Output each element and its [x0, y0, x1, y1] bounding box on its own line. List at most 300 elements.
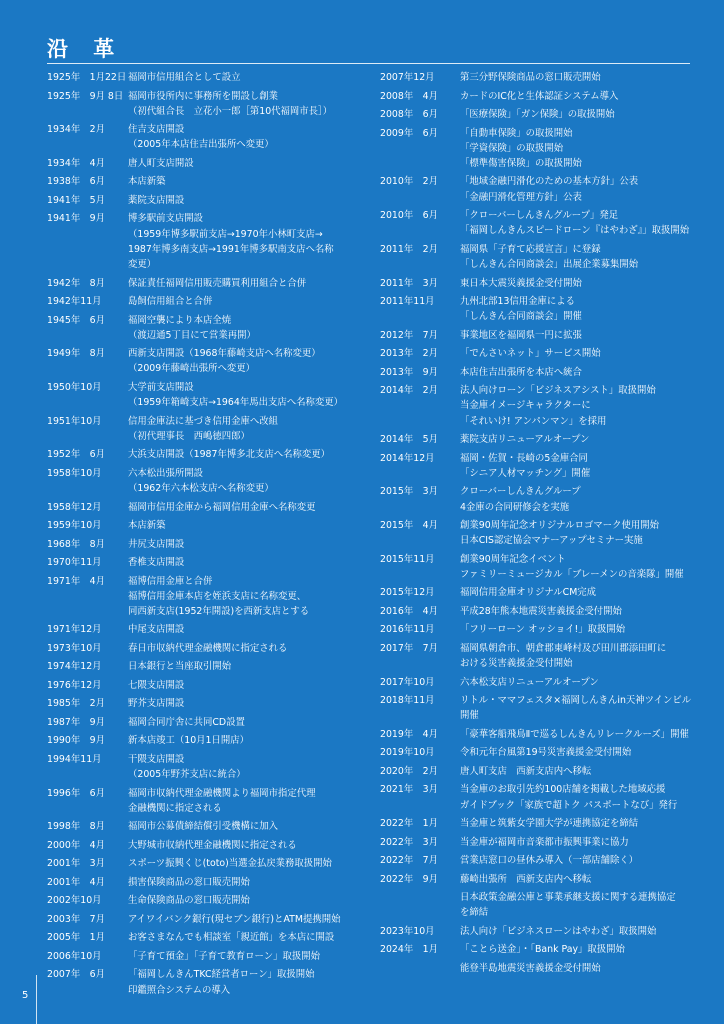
entry-line: 新本店竣工（10月1日開店） [128, 735, 250, 747]
history-entry [47, 466, 372, 496]
entry-description [460, 208, 695, 238]
entry-date: 1994年11月 [47, 753, 102, 765]
entry-line: 唐人町支店 西新支店内へ移転 [460, 765, 592, 777]
entry-line: 創業90周年記念オリジナルロゴマーク使用開始 [460, 520, 659, 532]
entry-description [460, 622, 695, 637]
history-entry [47, 752, 372, 782]
entry-date: 1941年 9月 [47, 213, 105, 225]
entry-date: 1974年12月 [47, 661, 102, 673]
history-entry [380, 484, 695, 514]
entry-line: 「学資保険」の取扱開始 [460, 142, 564, 154]
entry-line: 「標準傷害保険」の取扱開始 [460, 157, 582, 169]
entry-line: （渡辺通5丁目にて営業再開） [128, 329, 256, 341]
history-entry [380, 782, 695, 812]
entry-line: 「フリーローン オッショイ!」取扱開始 [460, 624, 626, 636]
history-entry [47, 875, 372, 890]
entry-description [460, 70, 695, 85]
entry-date: 2003年 7月 [47, 913, 105, 925]
history-entry [47, 500, 372, 515]
history-entry [47, 174, 372, 189]
entry-line: 信用金庫法に基づき信用金庫へ改組 [128, 415, 279, 427]
history-entry [380, 745, 695, 760]
entry-date: 1971年12月 [47, 624, 102, 636]
history-entry [47, 856, 372, 871]
entry-description [460, 552, 695, 582]
entry-description [128, 122, 372, 152]
entry-description [460, 727, 695, 742]
entry-line: 「しんきん合同商談会」出展企業募集開始 [460, 259, 639, 271]
entry-line: 野芥支店開設 [128, 698, 185, 710]
entry-description [460, 328, 695, 343]
entry-description [128, 574, 372, 620]
entry-date: 2019年10月 [380, 747, 435, 759]
entry-description [128, 838, 372, 853]
entry-description [128, 641, 372, 656]
entry-line: 藤崎出張所 西新支店内へ移転 [460, 873, 592, 885]
entry-date: 2013年 9月 [380, 366, 438, 378]
entry-description [460, 782, 695, 812]
entry-date: 1925年 1月22日 [47, 72, 127, 83]
entry-line: を締結 [460, 907, 489, 919]
entry-description [460, 346, 695, 361]
entry-line: （2005年野芥支店に統合） [128, 769, 246, 781]
entry-line: 1987年博多南支店→1991年博多駅南支店へ名称 [128, 243, 334, 255]
entry-line: 本店新築 [128, 520, 166, 532]
entry-date: 1968年 8月 [47, 538, 105, 550]
entry-line: ガイドブック「家族で超トク パスポートなび」発行 [460, 799, 678, 811]
history-entry [47, 122, 372, 152]
entry-date: 1941年 5月 [47, 194, 105, 206]
entry-line: 春日市収納代理金融機関に指定される [128, 642, 288, 654]
entry-description [128, 786, 372, 816]
history-entry [380, 328, 695, 343]
history-entry [380, 294, 695, 324]
history-column-left [47, 70, 372, 1001]
entry-description [128, 930, 372, 945]
entry-date: 1938年 6月 [47, 176, 105, 188]
entry-line: （初代理事長 西嶋徳四郎） [128, 430, 250, 442]
entry-description [128, 819, 372, 834]
entry-date: 1998年 8月 [47, 821, 105, 833]
entry-description [128, 346, 372, 376]
entry-date: 2014年 2月 [380, 385, 438, 397]
entry-date: 1934年 2月 [47, 124, 105, 136]
entry-date: 1958年10月 [47, 467, 102, 479]
entry-line: 日本CIS認定協会マナーアップセミナー実施 [460, 535, 643, 547]
page-title: 沿 革 [47, 37, 124, 61]
history-entry [380, 872, 695, 887]
entry-date: 1942年11月 [47, 296, 102, 308]
entry-line: カードのIC化と生体認証システム導入 [460, 90, 619, 102]
entry-line: 「金融円滑化管理方針」公表 [460, 191, 582, 203]
entry-description [128, 193, 372, 208]
entry-line: 「医療保険」「ガン保険」の取扱開始 [460, 109, 615, 120]
entry-line: お客さまなんでも相談室「親近館」を本店に開設 [128, 932, 335, 944]
entry-description [460, 585, 695, 600]
entry-date: 2010年 2月 [380, 176, 438, 188]
entry-description [460, 942, 695, 957]
entry-description [460, 383, 695, 429]
entry-date: 2015年 4月 [380, 520, 438, 532]
entry-date: 2022年 9月 [380, 873, 438, 885]
entry-date: 2015年11月 [380, 553, 435, 565]
history-entry [47, 819, 372, 834]
entry-line: 福博信用金庫本店を姪浜支店に名称変更、 [128, 590, 307, 602]
entry-line: 井尻支店開設 [128, 538, 185, 550]
entry-date: 2005年 1月 [47, 932, 105, 944]
entry-line: 能登半島地震災害義援金受付開始 [460, 962, 601, 974]
entry-description [128, 380, 372, 410]
history-entry [380, 208, 695, 238]
entry-line: 六本松出張所開設 [128, 467, 204, 479]
entry-line: 干隈支店開設 [128, 753, 185, 765]
history-entry [380, 346, 695, 361]
history-entry [380, 641, 695, 671]
entry-date: 2019年 4月 [380, 728, 438, 740]
entry-date: 2017年 7月 [380, 642, 438, 654]
entry-date: 1934年 4月 [47, 157, 105, 169]
entry-line: 本店新築 [128, 176, 166, 188]
history-entry [380, 924, 695, 939]
entry-line: 変更） [128, 259, 157, 271]
entry-line: 生命保険商品の窓口販売開始 [128, 895, 250, 907]
entry-line: 大学前支店開設 [128, 381, 194, 393]
history-entry [47, 89, 372, 119]
entry-line: 六本松支店リニューアルオープン [460, 676, 599, 688]
title-divider [47, 63, 690, 64]
history-entry [47, 294, 372, 309]
entry-date: 2002年10月 [47, 895, 102, 907]
history-entry [47, 193, 372, 208]
entry-date: 1959年10月 [47, 520, 102, 532]
entry-description [128, 622, 372, 637]
entry-line: 「豪華客船飛鳥Ⅱで巡るしんきんリレークルーズ」開催 [460, 728, 689, 740]
entry-description [460, 107, 695, 122]
entry-date: 1949年 8月 [47, 348, 105, 360]
entry-line: 当金庫と筑紫女学園大学が連携協定を締結 [460, 818, 639, 830]
history-column-right [380, 70, 695, 979]
history-entry [380, 383, 695, 429]
entry-line: 「子育て預金」「子育て教育ローン」取扱開始 [128, 950, 320, 962]
entry-line: 大野城市収納代理金融機関に指定される [128, 839, 297, 851]
entry-line: 福岡市信用金庫から福岡信用金庫へ名称変更 [128, 501, 316, 513]
entry-description [128, 500, 372, 515]
entry-line: 西新支店開設（1968年藤崎支店へ名称変更） [128, 348, 321, 360]
entry-date: 1973年10月 [47, 642, 102, 654]
history-entry [47, 380, 372, 410]
entry-description [128, 715, 372, 730]
entry-description [460, 835, 695, 850]
entry-date: 2023年10月 [380, 925, 435, 937]
entry-line: 島飼信用組合と合併 [128, 296, 213, 308]
history-entry [380, 585, 695, 600]
entry-date: 2024年 1月 [380, 944, 438, 956]
entry-line: 福岡合同庁舎に共同CD設置 [128, 716, 245, 728]
history-entry [47, 786, 372, 816]
history-entry [47, 641, 372, 656]
history-entry [47, 678, 372, 693]
entry-line: 福岡・佐賀・長崎の5金庫合同 [460, 452, 588, 464]
history-entry [380, 126, 695, 172]
entry-date: 2022年 7月 [380, 855, 438, 867]
entry-description [460, 276, 695, 291]
entry-description [460, 764, 695, 779]
entry-description [128, 294, 372, 309]
page-number: 5 [22, 990, 29, 1001]
entry-line: 第三分野保険商品の窓口販売開始 [460, 72, 601, 83]
entry-date: 2020年 2月 [380, 765, 438, 777]
history-entry [380, 518, 695, 548]
entry-date: 1987年 9月 [47, 716, 105, 728]
entry-description [128, 518, 372, 533]
entry-line: 福岡空襲により本店全焼 [128, 314, 232, 326]
history-entry [380, 622, 695, 637]
history-entry [47, 518, 372, 533]
entry-description [460, 745, 695, 760]
entry-date: 1970年11月 [47, 557, 102, 569]
entry-description [460, 432, 695, 447]
entry-line: 法人向け「ビジネスローンはやわざ」取扱開始 [460, 925, 657, 937]
entry-date: 1942年 8月 [47, 277, 105, 289]
entry-description [460, 872, 695, 887]
entry-description [128, 967, 372, 997]
entry-date: 1996年 6月 [47, 787, 105, 799]
entry-description [460, 816, 695, 831]
entry-description [128, 313, 372, 343]
entry-description [128, 276, 372, 291]
entry-description [460, 641, 695, 671]
entry-description [460, 174, 695, 204]
entry-date: 1951年10月 [47, 415, 102, 427]
entry-date: 1985年 2月 [47, 698, 105, 710]
entry-line: 福岡県朝倉市、朝倉郡東峰村及び田川郡添田町に [460, 642, 667, 654]
entry-description [460, 961, 695, 976]
history-entry [380, 604, 695, 619]
entry-date: 2007年 6月 [47, 969, 105, 981]
entry-line: 薬院支店リニューアルオープン [460, 434, 590, 446]
history-entry [47, 414, 372, 444]
entry-description [128, 949, 372, 964]
entry-description [128, 555, 372, 570]
history-entry [47, 912, 372, 927]
entry-description [128, 447, 372, 462]
entry-date: 2001年 4月 [47, 876, 105, 888]
history-entry [47, 276, 372, 291]
entry-line: 福博信用金庫と合併 [128, 575, 213, 587]
entry-line: 福岡市役所内に事務所を開設し創業 [128, 90, 279, 102]
history-entry [47, 838, 372, 853]
entry-date: 2014年 5月 [380, 434, 438, 446]
history-entry [380, 942, 695, 957]
entry-date: 1976年12月 [47, 679, 102, 691]
entry-line: 大浜支店開設（1987年博多北支店へ名称変更） [128, 449, 330, 461]
entry-line: 平成28年熊本地震災害義援金受付開始 [460, 605, 622, 617]
history-entry [47, 715, 372, 730]
entry-line: 営業店窓口の昼休み導入（一部店舗除く） [460, 855, 639, 867]
entry-line: （1962年六本松支店へ名称変更） [128, 483, 274, 495]
entry-description [460, 924, 695, 939]
entry-line: 「でんさいネット」サービス開始 [460, 348, 601, 360]
entry-line: 「福岡しんきんスピードローン『はやわざ』」取扱開始 [460, 225, 690, 237]
entry-line: 事業地区を福岡県一円に拡張 [460, 329, 582, 341]
entry-date: 1952年 6月 [47, 449, 105, 461]
entry-date: 2006年10月 [47, 950, 102, 962]
entry-description [460, 126, 695, 172]
entry-line: （1959年箱崎支店→1964年馬出支店へ名称変更） [128, 397, 343, 409]
history-entry [47, 949, 372, 964]
entry-date: 2011年11月 [380, 296, 435, 308]
entry-description [460, 693, 695, 723]
entry-line: 福岡市収納代理金融機関より福岡市指定代理 [128, 787, 316, 799]
entry-date: 2022年 3月 [380, 836, 438, 848]
history-entry [47, 447, 372, 462]
entry-line: 唐人町支店開設 [128, 157, 194, 169]
history-entry [380, 451, 695, 481]
entry-date: 2008年 4月 [380, 90, 438, 102]
entry-description [460, 242, 695, 272]
entry-line: おける災害義援金受付開始 [460, 658, 573, 670]
history-entry [380, 365, 695, 380]
history-entry [47, 893, 372, 908]
entry-date: 1925年 9月 8日 [47, 90, 124, 102]
entry-date [380, 961, 460, 976]
page-edge-line [36, 975, 37, 1024]
entry-description [460, 365, 695, 380]
entry-description [128, 89, 372, 119]
entry-description [128, 875, 372, 890]
history-entry [380, 70, 695, 85]
entry-date: 1971年 4月 [47, 575, 105, 587]
entry-date: 2018年11月 [380, 695, 435, 707]
history-entry [47, 313, 372, 343]
entry-date: 1945年 6月 [47, 314, 105, 326]
history-entry [380, 853, 695, 868]
entry-description [128, 156, 372, 171]
entry-date: 2011年 2月 [380, 243, 438, 255]
entry-description [128, 174, 372, 189]
entry-line: 当金庫のお取引先約100店舗を掲載した地域応援 [460, 784, 666, 796]
history-entry [380, 552, 695, 582]
entry-description [128, 211, 372, 272]
entry-line: 「福岡しんきんTKC経営者ローン」取扱開始 [128, 969, 315, 981]
entry-description [460, 853, 695, 868]
entry-line: 「地域金融円滑化のための基本方針」公表 [460, 176, 639, 188]
entry-date: 2017年10月 [380, 676, 435, 688]
entry-line: 当金庫イメージキャラクターに [460, 400, 591, 412]
entry-description [460, 890, 695, 920]
entry-line: リトル・ママフェスタ×福岡しんきんin天神ツインビル [460, 695, 692, 707]
history-entry [47, 622, 372, 637]
entry-description [460, 604, 695, 619]
entry-line: 「ことら送金」・「Bank Pay」取扱開始 [460, 944, 625, 956]
entry-line: 香椎支店開設 [128, 557, 185, 569]
entry-line: 本店住吉出張所を本店へ統合 [460, 366, 582, 378]
history-entry [380, 890, 695, 920]
entry-date: 2008年 6月 [380, 109, 438, 120]
history-entry [47, 696, 372, 711]
entry-line: 七隈支店開設 [128, 679, 185, 691]
history-entry [380, 835, 695, 850]
entry-description [460, 518, 695, 548]
entry-description [460, 294, 695, 324]
entry-date: 2021年 3月 [380, 784, 438, 796]
history-entry [47, 574, 372, 620]
history-entry [47, 733, 372, 748]
history-entry [47, 659, 372, 674]
history-entry [47, 537, 372, 552]
entry-date: 1950年10月 [47, 381, 102, 393]
history-entry [47, 211, 372, 272]
history-entry [380, 764, 695, 779]
entry-date: 2000年 4月 [47, 839, 105, 851]
entry-description [128, 537, 372, 552]
entry-line: 「クローバーしんきんグループ」発足 [460, 210, 619, 222]
entry-line: 東日本大震災義援金受付開始 [460, 277, 582, 289]
entry-line: （1959年博多駅前支店→1970年小林町支店→ [128, 228, 323, 240]
entry-line: スポーツ振興くじ(toto)当選金払戻業務取扱開始 [128, 858, 332, 870]
entry-description [128, 912, 372, 927]
entry-line: 福岡市信用組合として設立 [128, 72, 241, 83]
entry-description [128, 893, 372, 908]
history-entry [47, 346, 372, 376]
entry-description [128, 678, 372, 693]
entry-line: 福岡市公募債締結償引受機構に加入 [128, 821, 279, 833]
entry-line: 福岡信用金庫オリジナルCM完成 [460, 587, 597, 599]
history-entry [47, 930, 372, 945]
entry-line: アイワイバンク銀行(現セブン銀行)とATM提携開始 [128, 913, 341, 925]
entry-date: 2016年 4月 [380, 605, 438, 617]
history-entry [380, 693, 695, 723]
history-entry [47, 967, 372, 997]
entry-line: 「それいけ! アンパンマン」を採用 [460, 415, 607, 427]
entry-line: 損害保険商品の窓口販売開始 [128, 876, 250, 888]
entry-date: 2012年 7月 [380, 329, 438, 341]
entry-line: 同西新支店(1952年開設)を西新支店とする [128, 605, 310, 617]
entry-description [128, 856, 372, 871]
entry-line: （2009年藤崎出張所へ変更） [128, 363, 255, 375]
entry-date: 2015年 3月 [380, 486, 438, 498]
history-entry [380, 816, 695, 831]
history-entry [380, 432, 695, 447]
history-entry [380, 961, 695, 976]
entry-date: 1990年 9月 [47, 735, 105, 747]
history-entry [47, 70, 372, 85]
history-entry [47, 156, 372, 171]
entry-line: 「シニア人材マッチング」開催 [460, 467, 591, 479]
entry-description [460, 89, 695, 104]
entry-date: 2010年 6月 [380, 210, 438, 222]
history-entry [380, 675, 695, 690]
entry-line: クローバーしんきんグループ [460, 486, 581, 498]
history-entry [380, 276, 695, 291]
entry-date: 2016年11月 [380, 624, 435, 636]
entry-description [128, 733, 372, 748]
entry-line: ファミリーミュージカル「ブレーメンの音楽隊」開催 [460, 568, 684, 580]
entry-date: 2011年 3月 [380, 277, 438, 289]
entry-line: 九州北部13信用金庫による [460, 296, 576, 308]
entry-description [128, 70, 372, 85]
entry-line: （2005年本店住吉出張所へ変更） [128, 139, 274, 151]
entry-date: 2022年 1月 [380, 818, 438, 830]
history-entry [47, 555, 372, 570]
entry-description [128, 466, 372, 496]
entry-line: 博多駅前支店開設 [128, 213, 204, 225]
entry-description [460, 484, 695, 514]
entry-date [380, 890, 460, 920]
entry-line: 印鑑照合システムの導入 [128, 984, 231, 996]
entry-line: 4金庫の合同研修会を実施 [460, 501, 570, 513]
entry-line: 福岡県「子育て応援宣言」に登録 [460, 243, 601, 255]
